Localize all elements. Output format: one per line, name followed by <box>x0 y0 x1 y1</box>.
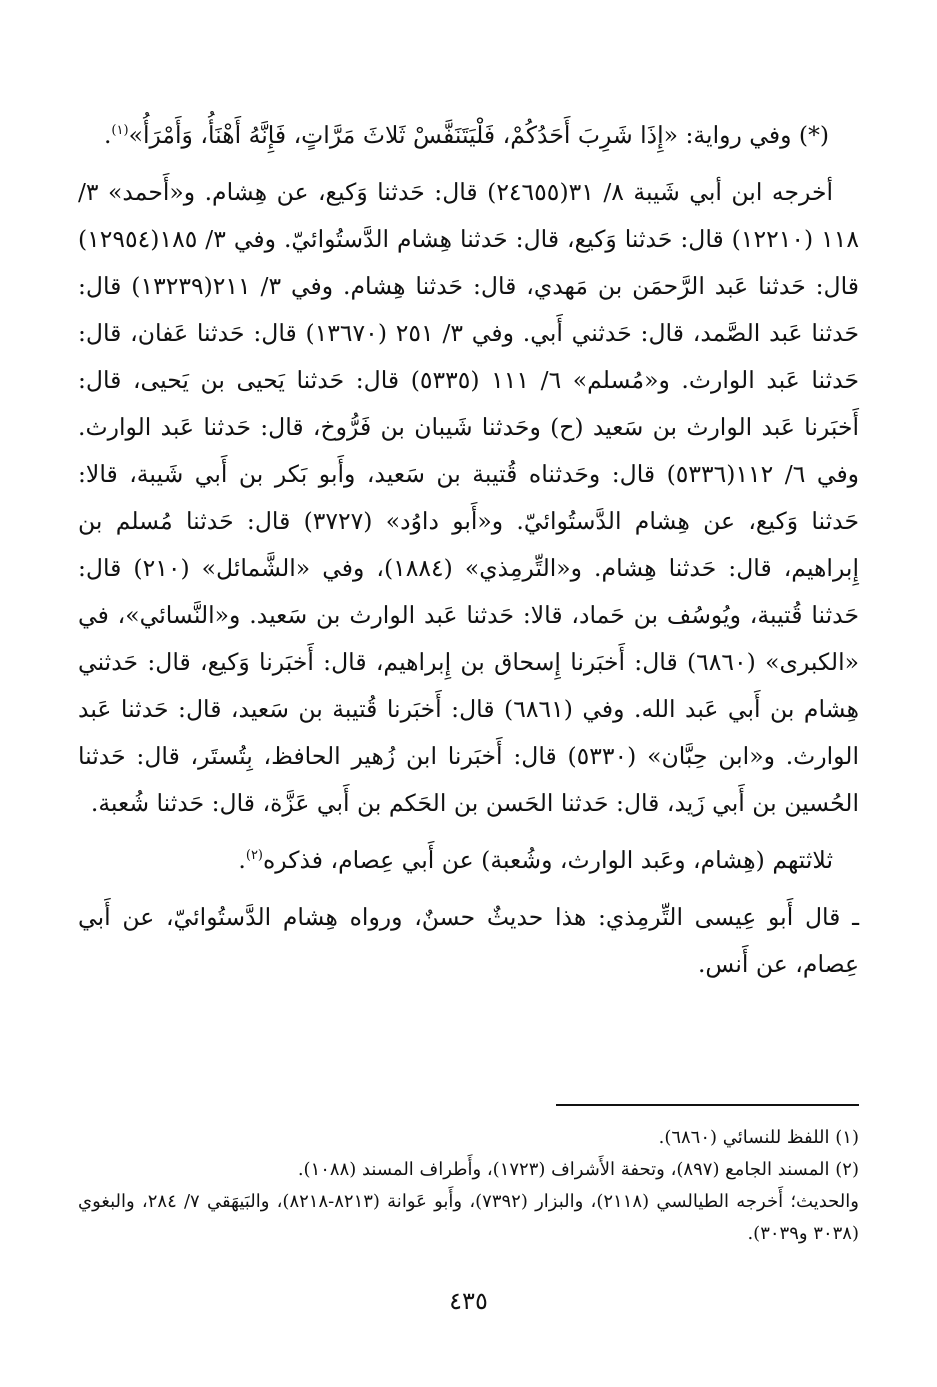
main-text <box>78 112 859 988</box>
footnote-1: (١) اللفظ للنسائي (٦٨٦٠). <box>658 1127 859 1148</box>
footnotes <box>78 1122 859 1250</box>
footnote-2-continuation: والحديث؛ أَخرجه الطيالسي (٢١١٨)، والبزار (٧٣٩٢)، وأَبو عَوانة (٨٢١٣-٨٢١٨)، والبَيهَقي ٧/ ٢٨٤، والبغوي (٣٠٣٨ و٣٠٣٩). <box>78 1191 859 1244</box>
page-number: ٤٣٥ <box>449 1287 488 1315</box>
summary-text: ثلاثتهم (هِشام، وعَبد الوارث، وشُعبة) عن أَبي عِصام، فذكره <box>263 846 833 874</box>
narration-text: (*) وفي رواية: «إِذَا شَرِبَ أَحَدُكُمْ، فَلْيَتَنَفَّسْ ثَلاثَ مَرَّاتٍ، فَإِنَّهُ أَهْنَأُ، وَأَمْرَأُ» <box>128 121 829 149</box>
summary-paragraph: ثلاثتهم (هِشام، وعَبد الوارث، وشُعبة) عن أَبي عِصام، فذكره$^{(٢)}$. <box>238 846 833 874</box>
tirmidhi-comment: ـ قال أَبو عِيسى التِّرمِذي: هذا حديثٌ حسنٌ، ورواه هِشام الدَّستُوائيّ، عن أَبي عِصام، عن أَنس. <box>78 903 859 978</box>
footnote-ref-2: (٢) <box>245 848 263 864</box>
takhrij-paragraph: أخرجه ابن أبي شَيبة ٨/ ٣١(٢٤٦٥٥) قال: حَدثنا وَكيع، عن هِشام. و«أَحمد» ٣/ ١١٨ (١٢٢١٠) قال: حَدثنا وَكيع، قال: حَدثنا هِشام الدَّستُوائيّ. وفي ٣/ ١٨٥(١٢٩٥٤) قال: حَدثنا عَبد الرَّحمَن بن مَهدي، قال: حَدثنا هِشام. وفي ٣/ ٢١١(١٣٢٣٩) قال: حَدثنا عَبد الصَّمد، قال: حَدثني أَبي. وفي ٣/ ٢٥١ (١٣٦٧٠) قال: حَدثنا عَفان، قال: حَدثنا عَبد الوارث. و«مُسلم» ٦/ ١١١ (٥٣٣٥) قال: حَدثنا يَحيى بن يَحيى، قال: أَخبَرنا عَبد الوارث بن سَعيد (ح) وحَدثنا شَيبان بن فَرُّوخ، قال: حَدثنا عَبد الوارث. وفي ٦/ ١١٢(٥٣٣٦) قال: وحَدثناه قُتيبة بن سَعيد، وأَبو بَكر بن أَبي شَيبة، قالا: حَدثنا وَكيع، عن هِشام الدَّستُوائيّ. و«أَبو داوُد» (٣٧٢٧) قال: حَدثنا مُسلم بن إِبراهيم، قال: حَدثنا هِشام. و«التِّرمِذي» (١٨٨٤)، وفي «الشَّمائل» (٢١٠) قال: حَدثنا قُتيبة، ويُوسُف بن حَماد، قالا: حَدثنا عَبد الوارث بن سَعيد. و«النَّسائي»، في «الكبرى» (٦٨٦٠) قال: أَخبَرنا إِسحاق بن إِبراهيم، قال: أَخبَرنا وَكيع، قال: حَدثني هِشام بن أَبي عَبد الله. وفي (٦٨٦١) قال: أَخبَرنا قُتيبة بن سَعيد، قال: حَدثنا عَبد الوارث. و«ابن حِبَّان» (٥٣٣٠) قال: أَخبَرنا ابن زُهير الحافظ، بِتُستَر، قال: حَدثنا الحُسين بن أَبي زَيد، قال: حَدثنا الحَسن بن الحَكم بن أَبي عَزَّة، قال: حَدثنا شُعبة. <box>78 178 860 817</box>
narration-paragraph: (*) وفي رواية: «إِذَا شَرِبَ أَحَدُكُمْ، فَلْيَتَنَفَّسْ ثَلاثَ مَرَّاتٍ، فَإِنَّهُ أَهْنَأُ، وَأَمْرَأُ»$^{(١)}$. <box>103 121 829 149</box>
footnote-ref-1: (١) <box>111 123 129 139</box>
footnote-2: (٢) المسند الجامع (٨٩٧)، وتحفة الأَشراف (١٧٢٣)، وأَطراف المسند (١٠٨٨). <box>297 1159 859 1180</box>
footnote-divider <box>556 1104 859 1106</box>
